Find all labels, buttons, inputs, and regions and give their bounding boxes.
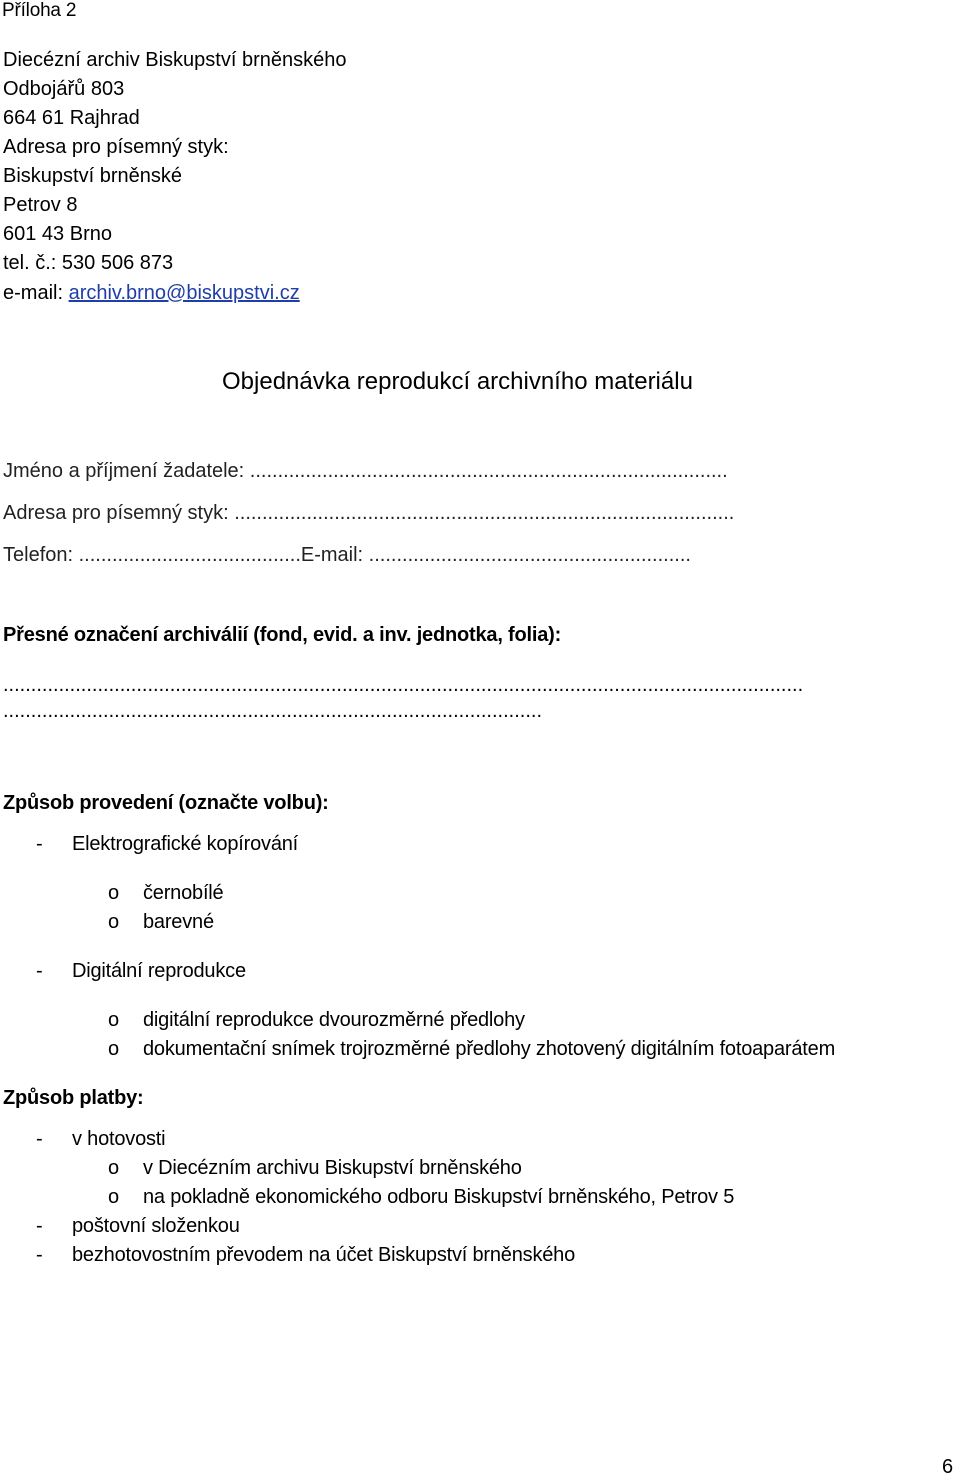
electrographic-label: Elektrografické kopírování <box>72 833 299 855</box>
address-line: 664 61 Rajhrad <box>3 107 140 129</box>
bullet-marker: o <box>108 1038 119 1060</box>
bullet-marker: o <box>108 911 119 933</box>
address-line: 601 43 Brno <box>3 223 112 245</box>
name-field[interactable] <box>3 460 728 483</box>
payment-postal[interactable]: poštovní složenkou <box>72 1215 240 1237</box>
option-digital-3d[interactable]: dokumentační snímek trojrozměrné předlohy zhotovený digitálním fotoaparátem <box>143 1038 836 1060</box>
payment-heading: Způsob platby: <box>3 1087 144 1109</box>
archive-id-dots-line-1[interactable]: ................................................................................................................................................ <box>3 674 804 696</box>
email-field-label: E-mail: <box>300 544 369 566</box>
dash-marker: - <box>36 1128 43 1150</box>
payment-transfer[interactable]: bezhotovostním převodem na účet Biskupství brněnského <box>72 1244 576 1266</box>
name-label: Jméno a příjmení žadatele: <box>3 460 250 482</box>
bullet-marker: o <box>108 1157 119 1179</box>
phone-label: Telefon: <box>3 544 79 566</box>
appendix-label: Příloha 2 <box>2 0 77 21</box>
address-dots: .......................................................................................... <box>234 502 735 524</box>
address-line: Diecézní archiv Biskupství brněnského <box>3 49 347 71</box>
email-line <box>3 282 300 305</box>
dash-marker: - <box>36 1244 43 1266</box>
payment-cash-office[interactable]: na pokladně ekonomického odboru Biskupství brněnského, Petrov 5 <box>143 1186 735 1208</box>
address-field[interactable] <box>3 502 734 525</box>
name-dots: ...................................................................................... <box>249 460 728 482</box>
bullet-marker: o <box>108 1009 119 1031</box>
page-number: 6 <box>942 1456 953 1478</box>
address-field-label: Adresa pro písemný styk: <box>3 502 235 524</box>
email-label: e-mail: <box>3 282 69 304</box>
address-line: Biskupství brněnské <box>3 165 182 187</box>
email-dots: .......................................................... <box>368 544 691 566</box>
dash-marker: - <box>36 833 43 855</box>
payment-cash-archive[interactable]: v Diecézním archivu Biskupství brněnského <box>143 1157 522 1179</box>
dash-marker: - <box>36 960 43 982</box>
address-line: Adresa pro písemný styk: <box>3 136 229 158</box>
option-color[interactable]: barevné <box>143 911 214 933</box>
payment-cash[interactable]: v hotovosti <box>72 1128 166 1150</box>
document-title: Objednávka reprodukcí archivního materiálu <box>222 368 693 395</box>
bullet-marker: o <box>108 1186 119 1208</box>
execution-heading: Způsob provedení (označte volbu): <box>3 792 329 814</box>
address-line: Odbojářů 803 <box>3 78 125 100</box>
option-digital-2d[interactable]: digitální reprodukce dvourozměrné předlohy <box>143 1009 525 1031</box>
dash-marker: - <box>36 1215 43 1237</box>
archive-id-label: Přesné označení archiválií (fond, evid. a inv. jednotka, folia): <box>3 624 562 646</box>
option-black-white[interactable]: černobílé <box>143 882 224 904</box>
phone-email-field[interactable] <box>3 544 691 567</box>
address-line: Petrov 8 <box>3 194 78 216</box>
email-link[interactable]: archiv.brno@biskupstvi.cz <box>68 282 300 304</box>
digital-label: Digitální reprodukce <box>72 960 246 982</box>
address-line: tel. č.: 530 506 873 <box>3 252 174 274</box>
archive-id-dots-line-2[interactable]: ................................................................................................. <box>3 700 542 722</box>
bullet-marker: o <box>108 882 119 904</box>
phone-dots: ........................................ <box>78 544 301 566</box>
